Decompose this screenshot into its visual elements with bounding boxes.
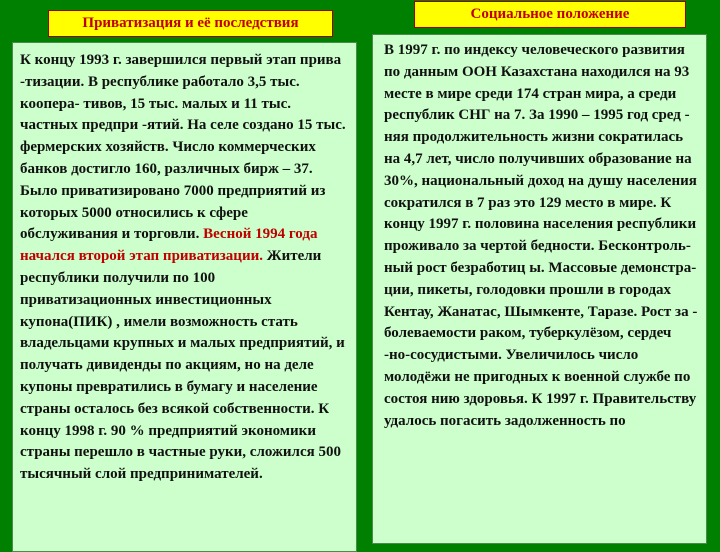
social-situation-text-panel: [372, 34, 707, 544]
right-section-title: Социальное положение: [414, 1, 686, 28]
privatization-text-consequences: Жители республики получили по 100 приватизационных инвестиционных купона(ПИК) , имели возможность стать владельцами крупных и малых предприятий, и получать дивиденды по акциям, но на деле купоны превратились в бумагу и население страны осталось без всякой собственности. К концу 1998 г. 90 % предприятий экономики страны перешло в частные руки, сложился 500 тысячный слой предпринимателей.: [20, 248, 345, 483]
privatization-text-second-stage-highlight: Весной 1994 года начался второй этап приватизации.: [20, 226, 318, 265]
privatization-text-panel: [12, 42, 357, 552]
social-situation-text: В 1997 г. по индексу человеческого развития по данным ООН Казахстана находился на 93 месте в мире среди 174 стран мира, а среди республик СНГ на 7. За 1990 – 1995 год сред - няя продолжительность жизни сократилась на 4,7 лет, число получивших образование на 30%, национальный доход на душу населения сократился в 7 раз это 129 место в мире. К концу 1997 г. половина населения республики проживало за чертой бедности. Бесконтроль- ный рост безработиц ы. Массовые демонстра- ции, пикеты, голодовки прошли в городах Кентау, Жанатас, Шымкенте, Таразе. Рост за - болеваемости раком, туберкулёзом, сердеч -но-сосудистыми. Увеличилось число молодёжи не пригодных к военной службе по состоя нию здоровья. К 1997 г. Правительству удалось погасить задолженность по: [384, 42, 698, 429]
privatization-text-first-stage: К концу 1993 г. завершился первый этап прива -тизации. В республике работало 3,5 тыс. коопера- тивов, 15 тыс. малых и 11 тыс. частных предпри -ятий. На селе создано 15 тыс. фермерских хозяйств. Число коммерческих банков достигло 160, различных бирж – 37. Было приватизировано 7000 предприятий из которых 5000 относились к сфере обслуживания и торговли.: [20, 52, 346, 243]
left-section-title: Приватизация и её последствия: [48, 10, 333, 37]
